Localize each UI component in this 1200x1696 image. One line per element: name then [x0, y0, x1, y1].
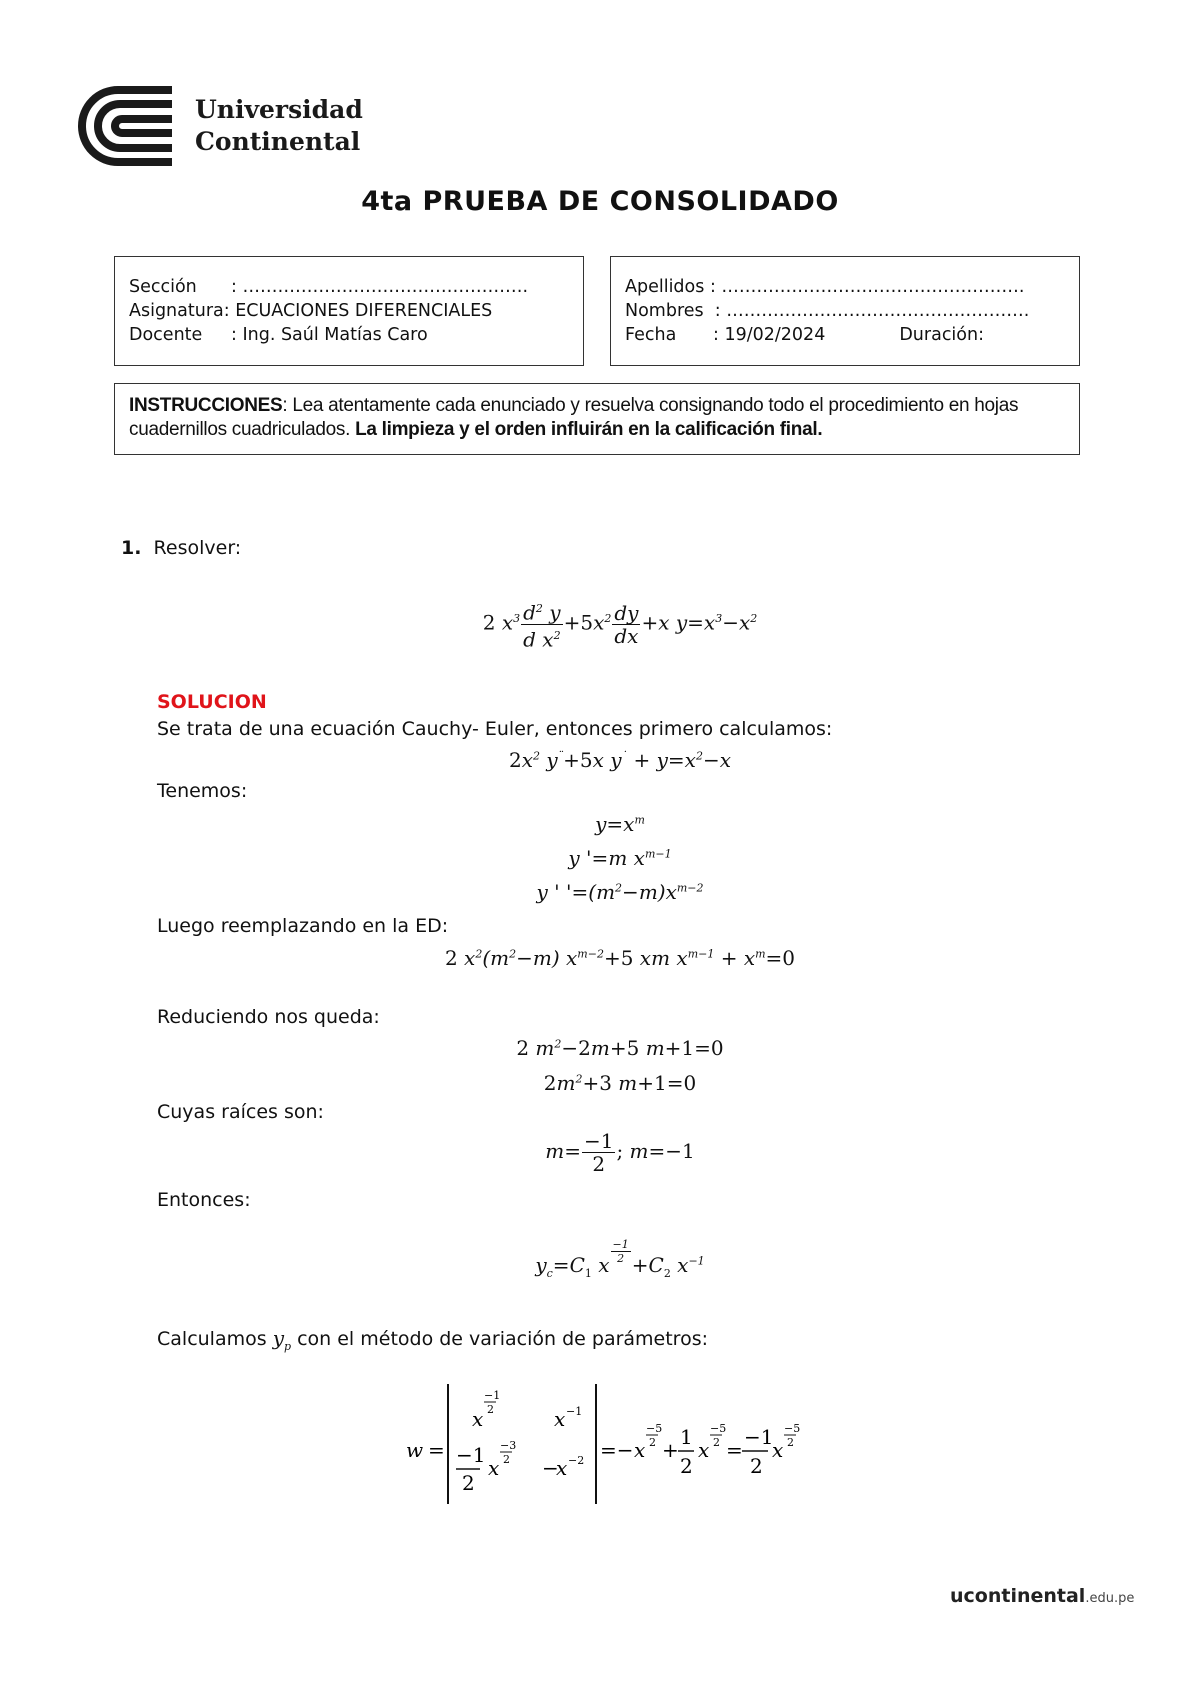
problem-statement: Resolver: [153, 537, 242, 559]
svg-text:2: 2 [462, 1471, 475, 1495]
svg-text:x: x [634, 1438, 646, 1462]
footer-brand-domain: .edu.pe [1085, 1591, 1135, 1606]
svg-text:x: x [488, 1456, 500, 1480]
problem-1 [121, 536, 241, 560]
instructions-text: : Lea atentamente cada enunciado y resuelva consignando todo el procedimiento en hojas cuadernillos cuadriculados. [129, 395, 1019, 440]
names-label: Nombres [625, 301, 704, 321]
section-value: : …………………………………………. [231, 277, 529, 297]
text-reduce: Reduciendo nos queda: [157, 1006, 380, 1028]
svg-text:−1: −1 [456, 1443, 486, 1467]
equation-y-second: y ' '$=(m^2-m)x^{m-2}$ [536, 880, 704, 904]
yp-symbol: $y_p$ [272, 1326, 292, 1353]
svg-text:−2: −2 [568, 1454, 585, 1467]
university-logo [78, 86, 378, 166]
svg-text:2: 2 [649, 1436, 656, 1449]
subject-value: : ECUACIONES DIFERENCIALES [223, 301, 493, 321]
duration-label: Duración: [899, 325, 984, 345]
equation-y: $y=x^m$ [595, 812, 645, 836]
info-box-student [610, 256, 1080, 366]
wronskian-svg [400, 1382, 860, 1507]
page-title: 4ta PRUEBA DE CONSOLIDADO [361, 186, 839, 217]
instructions-box [114, 383, 1080, 455]
surname-label: Apellidos [625, 277, 705, 297]
svg-text:−: − [542, 1456, 559, 1480]
equation-y-prime: y '=m $x^{m-1}$ [568, 846, 672, 870]
equation-reduced: $2x^2$ y¨+5x $y^˙ + y=x^2-x$ [509, 748, 731, 772]
wronskian-equation [400, 1382, 860, 1507]
svg-text:−5: −5 [646, 1422, 663, 1435]
surname-value: : ……………………………………………. [709, 277, 1025, 297]
text-roots: Cuyas raíces son: [157, 1101, 324, 1123]
date-value: : 19/02/2024 [713, 325, 826, 345]
svg-text:−1: −1 [566, 1405, 583, 1418]
footer-brand [950, 1585, 1134, 1607]
solution-heading [157, 690, 267, 714]
svg-text:2: 2 [503, 1453, 510, 1466]
svg-text:−3: −3 [500, 1439, 517, 1452]
svg-text:2: 2 [713, 1436, 720, 1449]
svg-text:=: = [428, 1438, 445, 1462]
logo-line-1: Universidad [195, 95, 363, 124]
logo-text [195, 94, 363, 158]
svg-text:+: + [662, 1438, 679, 1462]
instructions-heading: INSTRUCCIONES [129, 395, 283, 416]
svg-text:−5: −5 [784, 1422, 801, 1435]
instructions-bold-note: La limpieza y el orden influirán en la calificación final. [355, 419, 823, 440]
solution-intro: Se trata de una ecuación Cauchy- Euler, entonces primero calculamos: [157, 718, 833, 740]
equation-main: 2 $x^3$ $\frac{d^2 y}{d x^2}$ $+5x^2$ $\frac{dy}{dx}$ +x $y=x^3-x^2$ [0, 598, 1200, 650]
text-replace: Luego reemplazando en la ED: [157, 915, 449, 937]
equation-roots: m= $\frac{-1}{2}$ ; m=−1 [545, 1129, 695, 1176]
svg-text:=: = [726, 1438, 743, 1462]
variation-post: con el método de variación de parámetros: [297, 1328, 709, 1350]
equation-characteristic-1: 2 $m^2-2m+5$ m+1=0 [516, 1036, 724, 1060]
svg-text:2: 2 [787, 1436, 794, 1449]
date-label: Fecha [625, 325, 677, 345]
text-then: Entonces: [157, 1189, 251, 1211]
svg-text:1: 1 [680, 1425, 693, 1449]
svg-text:x: x [772, 1438, 784, 1462]
text-variation [157, 1326, 708, 1359]
teacher-value: : Ing. Saúl Matías Caro [231, 325, 428, 345]
svg-text:x: x [472, 1407, 484, 1431]
svg-text:2: 2 [680, 1454, 693, 1478]
info-box-course [114, 256, 584, 366]
footer-brand-name: ucontinental [950, 1585, 1086, 1607]
svg-text:=−: =− [600, 1438, 634, 1462]
teacher-label: Docente [129, 325, 203, 345]
svg-text:w: w [406, 1438, 424, 1462]
svg-text:−1: −1 [744, 1425, 774, 1449]
svg-text:2: 2 [487, 1403, 494, 1416]
equation-characteristic-2: $2m^2+3$ m+1=0 [543, 1071, 697, 1095]
svg-text:x: x [554, 1407, 566, 1431]
logo-line-2: Continental [195, 127, 361, 156]
svg-text:−5: −5 [710, 1422, 727, 1435]
section-label: Sección [129, 277, 197, 297]
equation-substituted: 2 $x^2(m^2-m)$ $x^{m-2}+5$ xm $x^{m-1} + x^m=0$ [444, 946, 796, 970]
names-value: : ……………………………………………. [714, 301, 1030, 321]
equation-complementary: $y_c=C_1$ x $^{\frac{-1}{2}}$ $+C_2$ $x^{-1}$ [535, 1238, 705, 1281]
subject-label: Asignatura [129, 301, 224, 321]
problem-number: 1. [121, 537, 142, 559]
svg-text:x: x [698, 1438, 710, 1462]
svg-text:2: 2 [750, 1454, 763, 1478]
continental-logo-icon [78, 86, 178, 166]
variation-pre: Calculamos [157, 1328, 267, 1350]
svg-text:x: x [556, 1456, 568, 1480]
text-have: Tenemos: [157, 780, 248, 802]
svg-text:−1: −1 [484, 1389, 501, 1402]
solution-heading-text: SOLUCION [157, 691, 267, 713]
